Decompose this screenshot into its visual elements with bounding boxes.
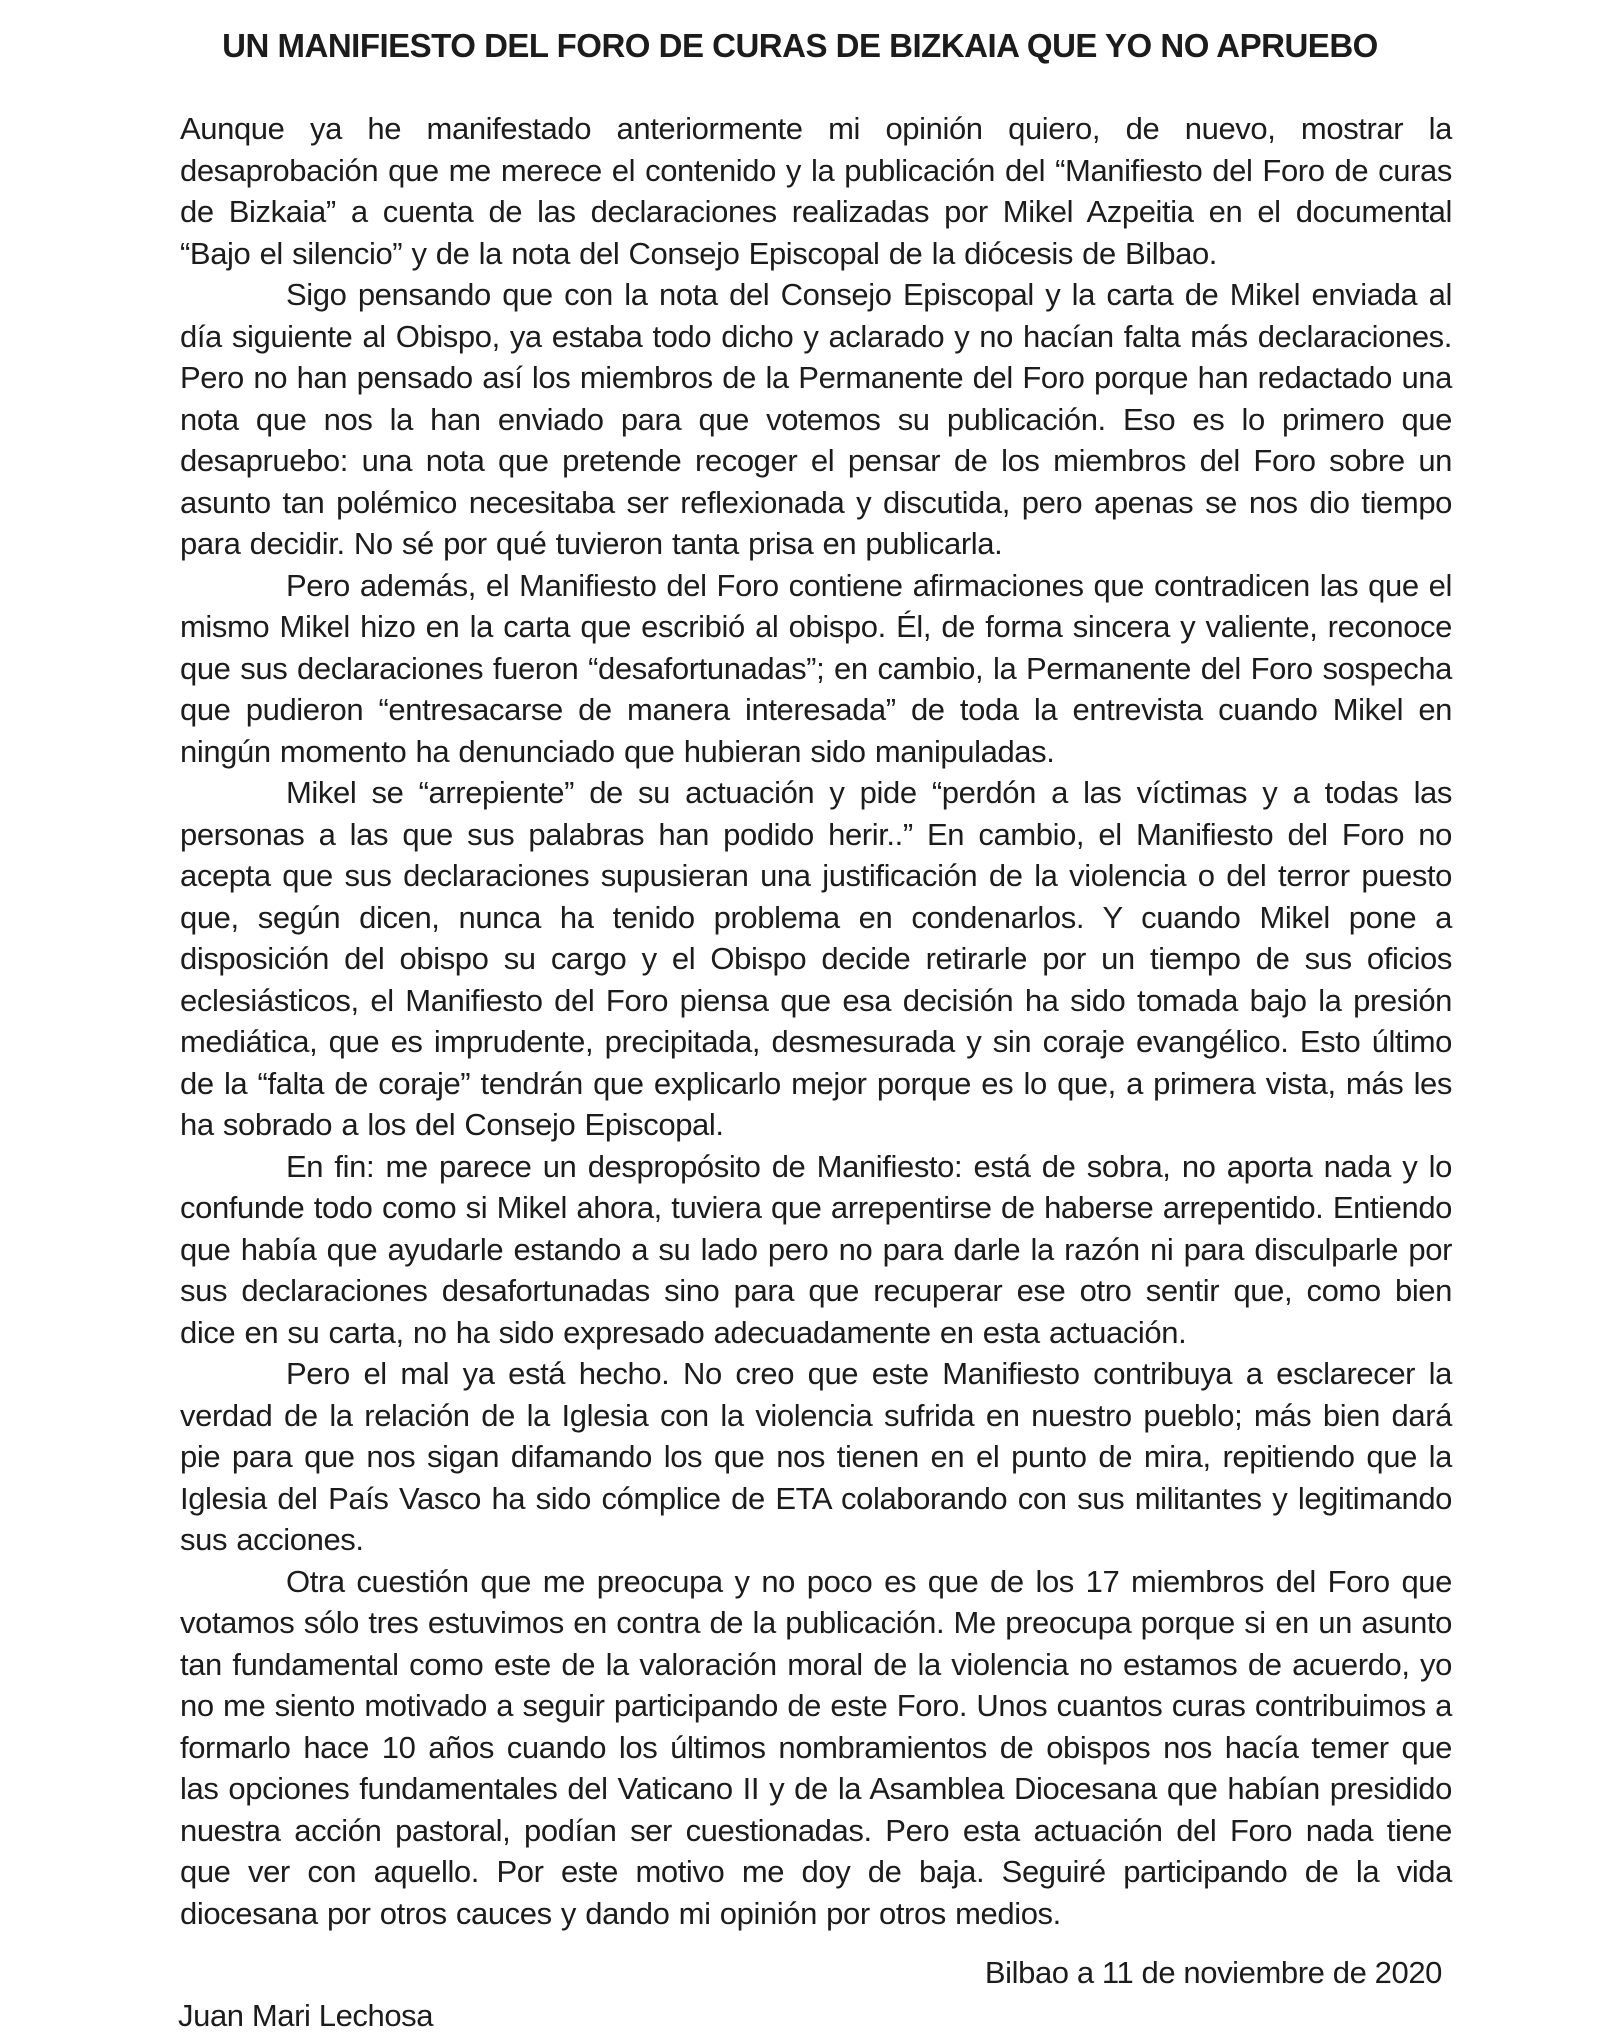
paragraph-2: Sigo pensando que con la nota del Consejo Episcopal y la carta de Mikel enviada al día siguiente al Obispo, ya estaba todo dicho y aclarado y no hacían falta más declaraciones. Pero no han pensado así los miembros de la Permanente del Foro porque han redactado una nota que nos la han enviado para que votemos su publicación. Eso es lo primero que desapruebo: una nota que pretende recoger el pensar de los miembros del Foro sobre un asunto tan polémico necesitaba ser reflexionada y discutida, pero apenas se nos dio tiempo para decidir. No sé por qué tuvieron tanta prisa en publicarla. xyxy=(180,277,1452,561)
document-title: UN MANIFIESTO DEL FORO DE CURAS DE BIZKAIA QUE YO NO APRUEBO xyxy=(222,27,1378,64)
paragraph-5: En fin: me parece un despropósito de Manifiesto: está de sobra, no aporta nada y lo confunde todo como si Mikel ahora, tuviera que arrepentirse de haberse arrepentido. Entiendo que había que ayudarle estando a su lado pero no para darle la razón ni para disculparle por sus declaraciones desafortunadas sino para que recuperar ese otro sentir que, como bien dice en su carta, no ha sido expresado adecuadamente en esta actuación. xyxy=(180,1148,1452,1350)
paragraph-7: Otra cuestión que me preocupa y no poco es que de los 17 miembros del Foro que votamos sólo tres estuvimos en contra de la publicación. Me preocupa porque si en un asunto tan fundamental como este de la valoración moral de la violencia no estamos de acuerdo, yo no me siento motivado a seguir participando de este Foro. Unos cuantos curas contribuimos a formarlo hace 10 años cuando los últimos nombramientos de obispos nos hacía temer que las opciones fundamentales del Vaticano II y de la Asamblea Diocesana que habían presidido nuestra acción pastoral, podían ser cuestionadas. Pero esta actuación del Foro nada tiene que ver con aquello. Por este motivo me doy de baja. Seguiré participando de la vida diocesana por otros cauces y dando mi opinión por otros medios. xyxy=(180,1563,1452,1931)
document-body xyxy=(180,108,1452,1934)
dateline: Bilbao a 11 de noviembre de 2020 xyxy=(984,1955,1442,1990)
paragraph-6: Pero el mal ya está hecho. No creo que este Manifiesto contribuya a esclarecer la verdad de la relación de la Iglesia con la violencia sufrida en nuestro pueblo; más bien dará pie para que nos sigan difamando los que nos tienen en el punto de mira, repitiendo que la Iglesia del País Vasco ha sido cómplice de ETA colaborando con sus militantes y legitimando sus acciones. xyxy=(180,1356,1452,1557)
paragraph-3: Pero además, el Manifiesto del Foro contiene afirmaciones que contradicen las que el mismo Mikel hizo en la carta que escribió al obispo. Él, de forma sincera y valiente, reconoce que sus declaraciones fueron “desafortunadas”; en cambio, la Permanente del Foro sospecha que pudieron “entresacarse de manera interesada” de toda la entrevista cuando Mikel en ningún momento ha denunciado que hubieran sido manipuladas. xyxy=(180,567,1452,769)
signature: Juan Mari Lechosa xyxy=(178,1998,434,2033)
paragraph-1: Aunque ya he manifestado anteriormente mi opinión quiero, de nuevo, mostrar la desaprobación que me merece el contenido y la publicación del “Manifiesto del Foro de curas de Bizkaia” a cuenta de las declaraciones realizadas por Mikel Azpeitia en el documental “Bajo el silencio” y de la nota del Consejo Episcopal de la diócesis de Bilbao. xyxy=(180,111,1452,271)
paragraph-4: Mikel se “arrepiente” de su actuación y pide “perdón a las víctimas y a todas las personas a las que sus palabras han podido herir..” En cambio, el Manifiesto del Foro no acepta que sus declaraciones supusieran una justificación de la violencia o del terror puesto que, según dicen, nunca ha tenido problema en condenarlos. Y cuando Mikel pone a disposición del obispo su cargo y el Obispo decide retirarle por un tiempo de sus oficios eclesiásticos, el Manifiesto del Foro piensa que esa decisión ha sido tomada bajo la presión mediática, que es imprudente, precipitada, desmesurada y sin coraje evangélico. Esto último de la “falta de coraje” tendrán que explicarlo mejor porque es lo que, a primera vista, más les ha sobrado a los del Consejo Episcopal. xyxy=(180,775,1452,1142)
